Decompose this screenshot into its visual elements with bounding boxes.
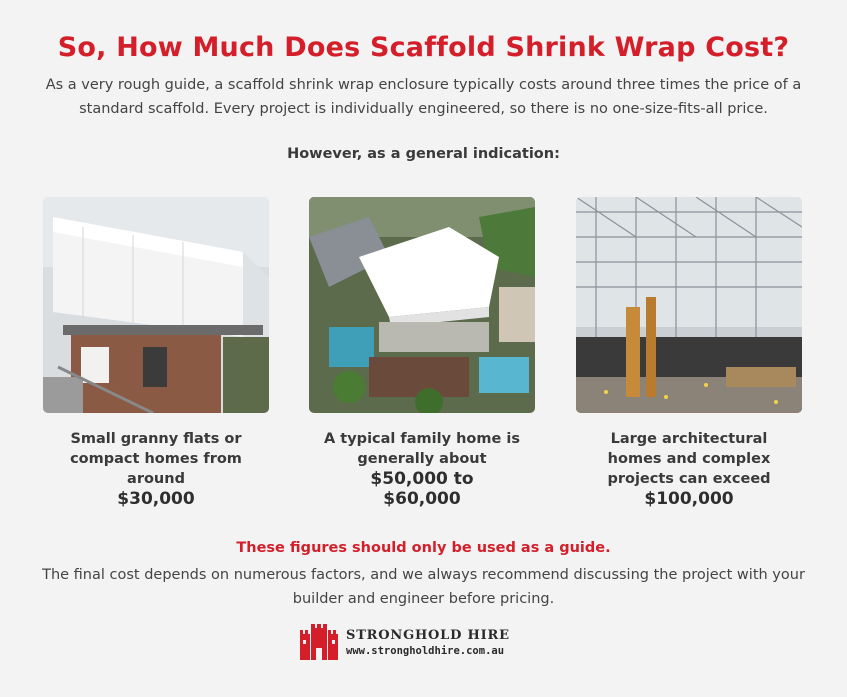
intro-emphasis: However, as a general indication:	[287, 146, 560, 162]
card-family-home	[309, 429, 535, 509]
intro-paragraph: As a very rough guide, a scaffold shrink wrap enclosure typically costs around three times the price of a standard scaffold. Every project is individually engineered, so there is no one-size-fits-all price.	[45, 77, 802, 117]
large-project-image	[576, 197, 802, 413]
guide-warning: These figures should only be used as a guide.	[236, 540, 611, 556]
card-price: $30,000	[117, 489, 195, 509]
granny-flat-photo	[43, 197, 269, 413]
card-granny-flat	[43, 429, 269, 509]
card-price: $50,000 to $60,000	[370, 469, 474, 509]
family-home-photo	[309, 197, 535, 413]
large-project-photo	[576, 197, 802, 413]
card-description: A typical family home is generally about	[324, 431, 520, 467]
brand-url[interactable]: www.strongholdhire.com.au	[346, 644, 505, 657]
family-home-image	[309, 197, 535, 413]
brand-name: STRONGHOLD HIRE	[346, 627, 510, 643]
granny-flat-image	[43, 197, 269, 413]
card-description: Large architectural homes and complex projects can exceed	[607, 431, 771, 487]
card-price: $100,000	[644, 489, 734, 509]
card-description: Small granny flats or compact homes from around	[70, 431, 242, 487]
page-title: So, How Much Does Scaffold Shrink Wrap Cost?	[57, 32, 790, 63]
footer-note: The final cost depends on numerous factors, and we always recommend discussing the project with your builder and engineer before pricing.	[42, 567, 805, 607]
castle-icon	[298, 624, 340, 660]
brand-logo[interactable]	[298, 624, 510, 660]
card-large-project	[576, 429, 802, 509]
